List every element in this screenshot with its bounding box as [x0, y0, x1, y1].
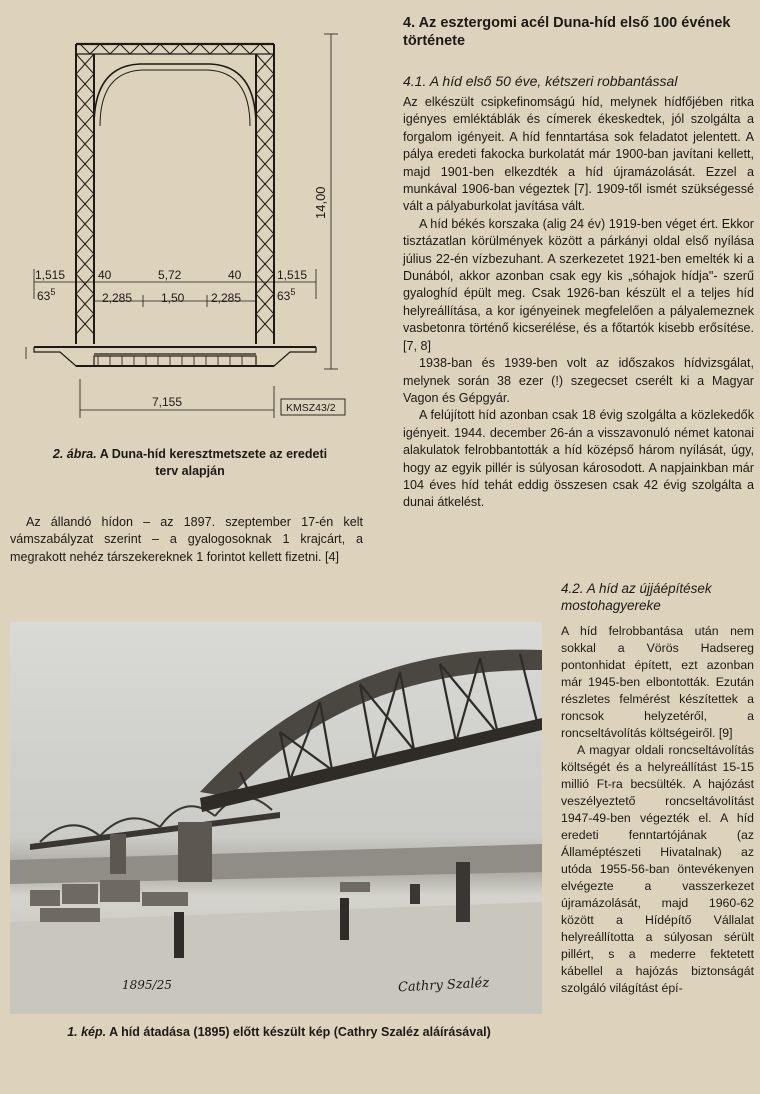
dim-right-outer: 1,515 — [277, 268, 308, 282]
figure-2-caption-number: 2. ábra. — [52, 447, 97, 461]
dim-walk-left: 2,285 — [102, 291, 133, 305]
dim-left-small: $63^5$ — [37, 287, 56, 303]
subsection-1-paragraph: A felújított híd azonban csak 18 évig szolgálta a közlekedők igényeit. 1944. december 26-án a visszavonuló német katonai alakulatok felrobbantották a híd középső három nyílását, úgy, hogy az egyik pillér is súlyosan károsodott. A napjainkban már 104 éves híd tehát eddig összesen csak 42 évig szolgálta a dunai átkelést. — [403, 408, 754, 510]
dim-right-inner: 40 — [228, 268, 242, 282]
dim-left-inner: 40 — [98, 268, 112, 282]
figure-2-caption — [40, 446, 340, 480]
dim-walk-right: 2,285 — [211, 291, 242, 305]
bridge-photo-illustration — [10, 622, 542, 1014]
subsection-2-title: 4.2. A híd az újjáépítések mostohagyereke — [561, 581, 712, 613]
photo-handwritten-date: 1895/25 — [122, 978, 172, 992]
bridge-photo — [10, 622, 542, 1014]
dim-walk-mid: 1,50 — [161, 291, 185, 305]
dim-half-width: 7,155 — [152, 395, 183, 409]
subsection-2 — [561, 580, 754, 997]
subsection-1 — [403, 72, 754, 512]
photo-1-caption-text: A híd átadása (1895) előtt készült kép (Cathry Szaléz aláírásával) — [109, 1025, 491, 1039]
dim-middle: 5,72 — [158, 268, 182, 282]
drawing-stamp: KMSZ43/2 — [286, 402, 336, 414]
subsection-1-paragraph: 1938-ban és 1939-ben volt az időszakos hídvizsgálat, melynek során 38 ezer (!) szegecset cserélt ki a Magyar Vagon és Gépgyár. — [403, 356, 754, 405]
dim-right-small: $63^5$ — [277, 287, 296, 303]
subsection-2-paragraph: A magyar oldali roncseltávolítás költségét és a helyreállítást 15-15 millió Ft-ra becsülték. A hajózást veszélyeztető roncseltávolítást 1947-49-ben végezték el. A híd eredeti fenntartójának (az Államéptészeti Hivatalnak) az utóda 1955-56-ban öntevékenyen elvégezte a vasszerkezet újramázolását, majd 1960-62 között a Hídépítő Vállalat helyreállította a súlyosan sérült pillért, s a mederre fektetett kábellel a hajózás biztonságát szolgáló világítást épí- — [561, 743, 754, 995]
dim-height: 14,00 — [313, 186, 328, 219]
toll-paragraph: Az állandó hídon – az 1897. szeptember 17-én kelt vámszabályzat szerint – a gyalogosoknak 1 krajcárt, a megrakott nehéz társzekereknek 1 forintot kellett fizetni. [4] — [10, 515, 363, 564]
subsection-1-paragraph: A híd békés korszaka (alig 24 év) 1919-ben véget ért. Ekkor tisztázatlan körülmények között a párkányi oldal első nyílása július 22-én vízbezuhant. A szerkezetet 1921-ben emelték ki a Dunából, akkor azonban csak egy kis „sóhajok hídja"- szerű gyaloghíd épült meg. Csak 1926-ban készült el a teljes híd helyreállítása, a kor igényeinek megfelelően a pályalemeznek vasbetonra történő kicserélése, és a főtartók kisebb erősítése. [7, 8] — [403, 216, 754, 353]
subsection-2-paragraph: A híd felrobbantása után nem sokkal a Vörös Hadsereg pontonhidat épített, ezt azonban már 1945-ben elbontották. Ezután részletes felmérést készítettek a roncsok helyzetéről, a roncseltávolítás költségeiről. [9] — [561, 624, 754, 740]
cross-section-drawing — [20, 14, 360, 434]
figure-2-caption-text: A Duna-híd keresztmetszete az eredeti terv alapján — [99, 447, 328, 478]
dim-left-outer: 1,515 — [35, 268, 66, 282]
photo-signature: Cathry Szaléz — [397, 975, 490, 996]
photo-1-caption-number: 1. kép. — [67, 1025, 107, 1039]
section-title: 4. Az esztergomi acél Duna-híd első 100 évének története — [403, 15, 731, 49]
photo-1-caption — [14, 1024, 544, 1041]
subsection-1-paragraph: Az elkészült csipkefinomságú híd, melynek hídfőjében ritka igényes emléktáblák és címerek ékeskedtek, jól szolgálta a forgalom igényeit. A híd fenntartása sok feladatot jelentett. A pálya eredeti fakocka burkolatát már 1900-ban javítani kellett, majd 1901-ben elkezdték a híd újramázolását. Ezzel a munkával 1906-ban végeztek [7]. 1909-től ismét szükségessé vált a pályaburkolat javítása vált. — [403, 95, 754, 214]
subsection-1-title: 4.1. A híd első 50 éve, kétszeri robbantással — [403, 73, 678, 89]
